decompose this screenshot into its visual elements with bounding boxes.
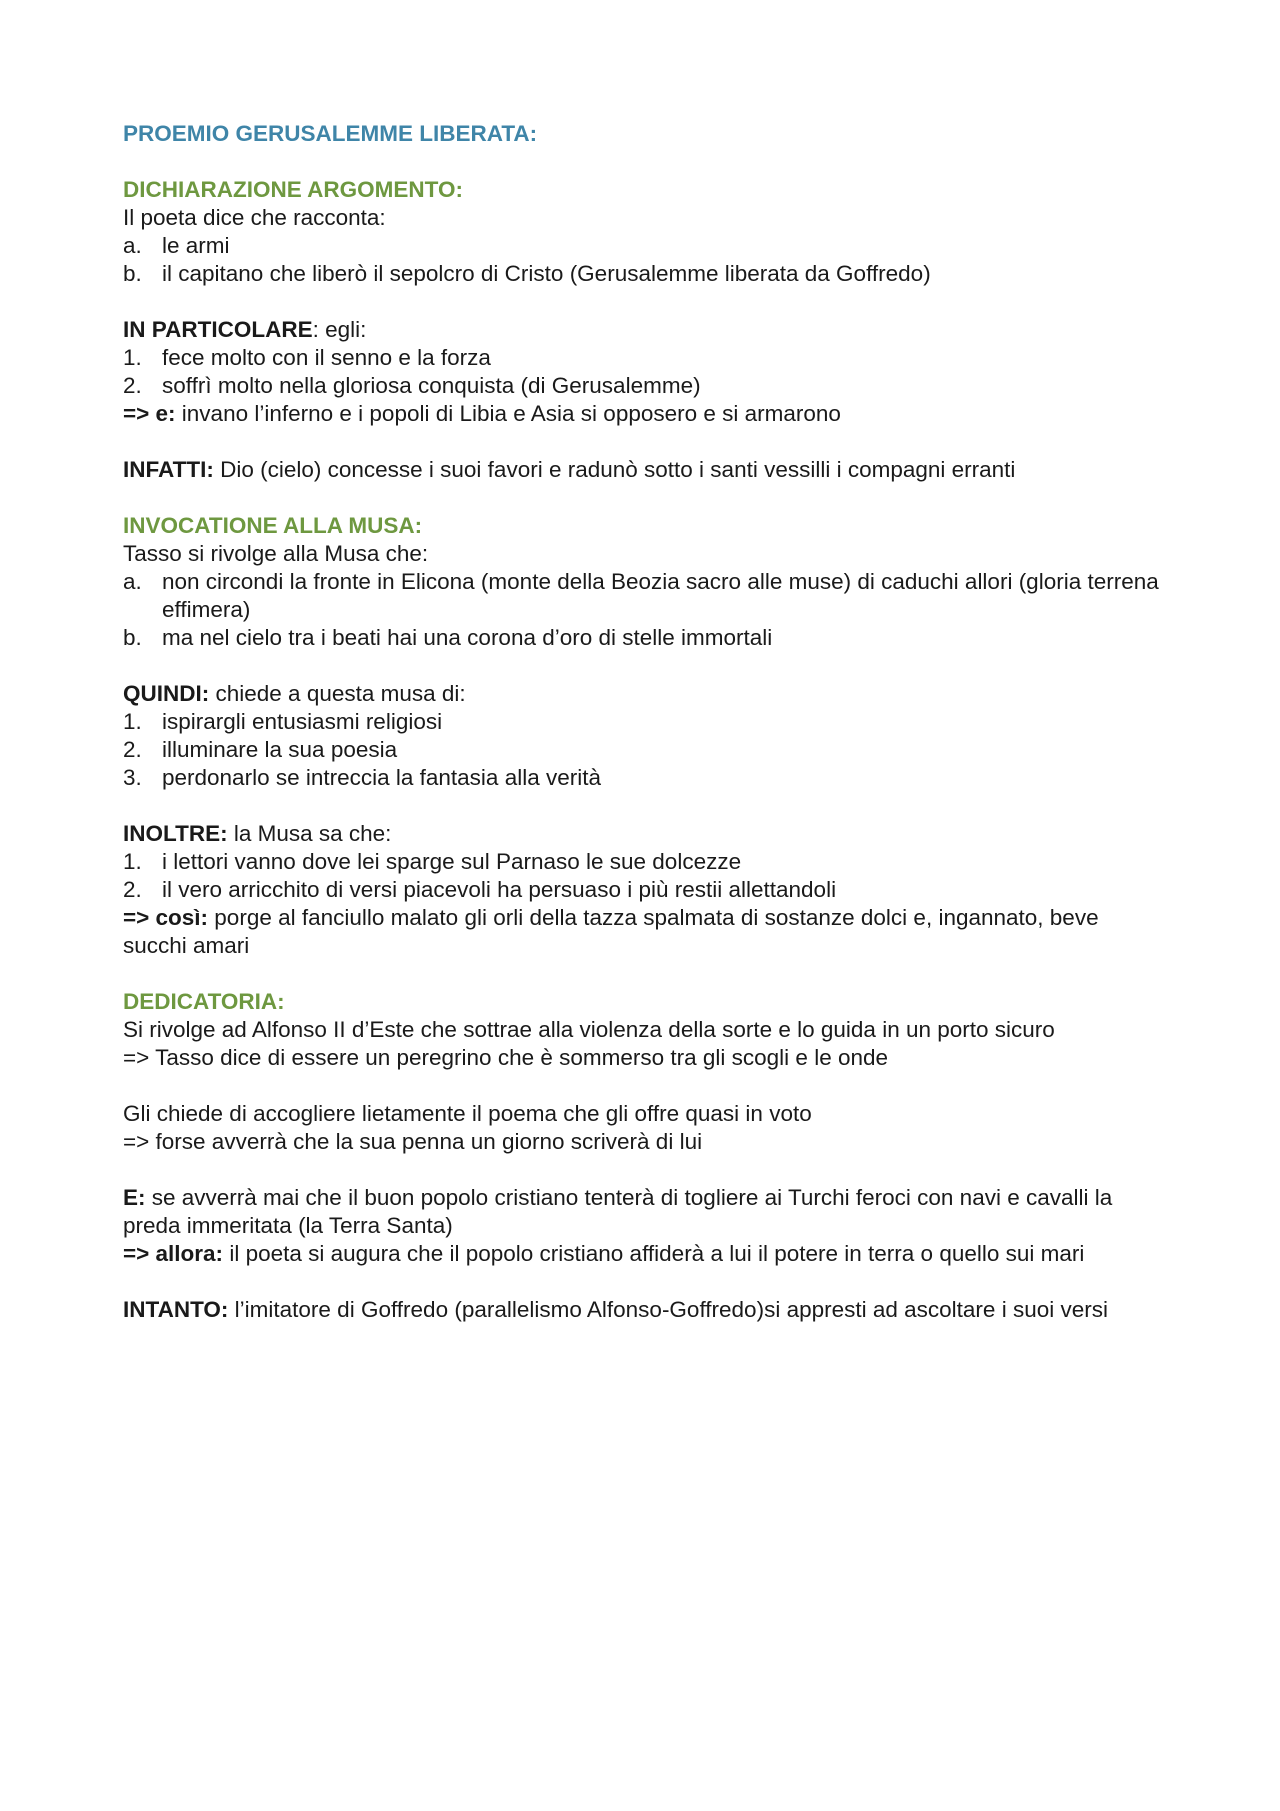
dedicatoria-line-3: Gli chiede di accogliere lietamente il poema che gli offre quasi in voto xyxy=(123,1101,812,1126)
conclusion-label: => e: xyxy=(123,401,176,426)
list-marker: 2. xyxy=(123,877,142,902)
conclusion-line xyxy=(123,1240,1160,1268)
list-item xyxy=(123,344,1160,372)
label-quindi: QUINDI: xyxy=(123,681,210,706)
list-item xyxy=(123,764,1160,792)
paragraph-in-particolare xyxy=(123,316,1160,344)
list-item-text: soffrì molto nella gloriosa conquista (di Gerusalemme) xyxy=(162,373,701,398)
intro-text: Tasso si rivolge alla Musa che: xyxy=(123,541,429,566)
conclusion-label: => così: xyxy=(123,905,209,930)
list-item-text: ispirargli entusiasmi religiosi xyxy=(162,709,443,734)
list-item-text: ma nel cielo tra i beati hai una corona d’oro di stelle immortali xyxy=(162,625,773,650)
conclusion-text: il poeta si augura che il popolo cristiano affiderà a lui il potere in terra o quello sui mari xyxy=(223,1241,1085,1266)
list-marker: 1. xyxy=(123,709,142,734)
list-marker: a. xyxy=(123,233,142,258)
dedicatoria-line-4: => forse avverrà che la sua penna un giorno scriverà di lui xyxy=(123,1129,703,1154)
list-item-text: il vero arricchito di versi piacevoli ha persuaso i più restii allettandoli xyxy=(162,877,837,902)
list-item xyxy=(123,736,1160,764)
list-marker: 2. xyxy=(123,373,142,398)
heading-invocatione-alla-musa: INVOCATIONE ALLA MUSA: xyxy=(123,513,423,538)
paragraph-quindi xyxy=(123,680,1160,708)
list-item xyxy=(123,848,1160,876)
list-marker: 3. xyxy=(123,765,142,790)
list-item-text: illuminare la sua poesia xyxy=(162,737,398,762)
list-marker: b. xyxy=(123,261,142,286)
label-intanto: INTANTO: xyxy=(123,1297,229,1322)
list-item-text: fece molto con il senno e la forza xyxy=(162,345,491,370)
list-item xyxy=(123,568,1160,624)
list-marker: b. xyxy=(123,625,142,650)
conclusion-text: porge al fanciullo malato gli orli della tazza spalmata di sostanze dolci e, ingannato, beve succhi amari xyxy=(123,905,1105,958)
list-item xyxy=(123,372,1160,400)
document-title: PROEMIO GERUSALEMME LIBERATA: xyxy=(123,121,538,146)
list-item-text: i lettori vanno dove lei sparge sul Parnaso le sue dolcezze xyxy=(162,849,742,874)
paragraph-infatti xyxy=(123,456,1160,484)
dedicatoria-line-1: Si rivolge ad Alfonso II d’Este che sottrae alla violenza della sorte e lo guida in un porto sicuro xyxy=(123,1017,1055,1042)
paragraph-text: Dio (cielo) concesse i suoi favori e radunò sotto i santi vessilli i compagni erranti xyxy=(213,457,1016,482)
paragraph-text: l’imitatore di Goffredo (parallelismo Alfonso-Goffredo)si appresti ad ascoltare i suoi versi xyxy=(228,1297,1108,1322)
list-item xyxy=(123,232,1160,260)
label-infatti: INFATTI: xyxy=(123,457,214,482)
paragraph-text: se avverrà mai che il buon popolo cristiano tenterà di togliere ai Turchi feroci con navi e cavalli la preda immeritata (la Terra Santa) xyxy=(123,1185,1119,1238)
list-item-text: le armi xyxy=(162,233,230,258)
list-item xyxy=(123,708,1160,736)
paragraph-e xyxy=(123,1184,1160,1240)
list-item xyxy=(123,624,1160,652)
label-inoltre: INOLTRE: xyxy=(123,821,228,846)
paragraph-text: chiede a questa musa di: xyxy=(209,681,466,706)
list-item xyxy=(123,876,1160,904)
list-marker: a. xyxy=(123,569,142,594)
label-e: E: xyxy=(123,1185,146,1210)
conclusion-line xyxy=(123,400,1160,428)
list-marker: 1. xyxy=(123,345,142,370)
list-marker: 2. xyxy=(123,737,142,762)
paragraph-intanto xyxy=(123,1296,1160,1324)
list-item xyxy=(123,260,1160,288)
label-in-particolare: IN PARTICOLARE xyxy=(123,317,313,342)
conclusion-text: invano l’inferno e i popoli di Libia e Asia si opposero e si armarono xyxy=(175,401,841,426)
conclusion-line xyxy=(123,904,1160,960)
paragraph-text: la Musa sa che: xyxy=(227,821,392,846)
list-item-text: perdonarlo se intreccia la fantasia alla verità xyxy=(162,765,601,790)
dedicatoria-line-2: => Tasso dice di essere un peregrino che è sommerso tra gli scogli e le onde xyxy=(123,1045,889,1070)
list-item-text: il capitano che liberò il sepolcro di Cristo (Gerusalemme liberata da Goffredo) xyxy=(162,261,931,286)
heading-dedicatoria: DEDICATORIA: xyxy=(123,989,285,1014)
heading-dichiarazione-argomento: DICHIARAZIONE ARGOMENTO: xyxy=(123,177,463,202)
intro-text: Il poeta dice che racconta: xyxy=(123,205,386,230)
conclusion-label: => allora: xyxy=(123,1241,224,1266)
paragraph-text: : egli: xyxy=(312,317,367,342)
list-item-text: non circondi la fronte in Elicona (monte della Beozia sacro alle muse) di caduchi allori (gloria terrena effimera) xyxy=(162,569,1159,622)
paragraph-inoltre xyxy=(123,820,1160,848)
list-marker: 1. xyxy=(123,849,142,874)
